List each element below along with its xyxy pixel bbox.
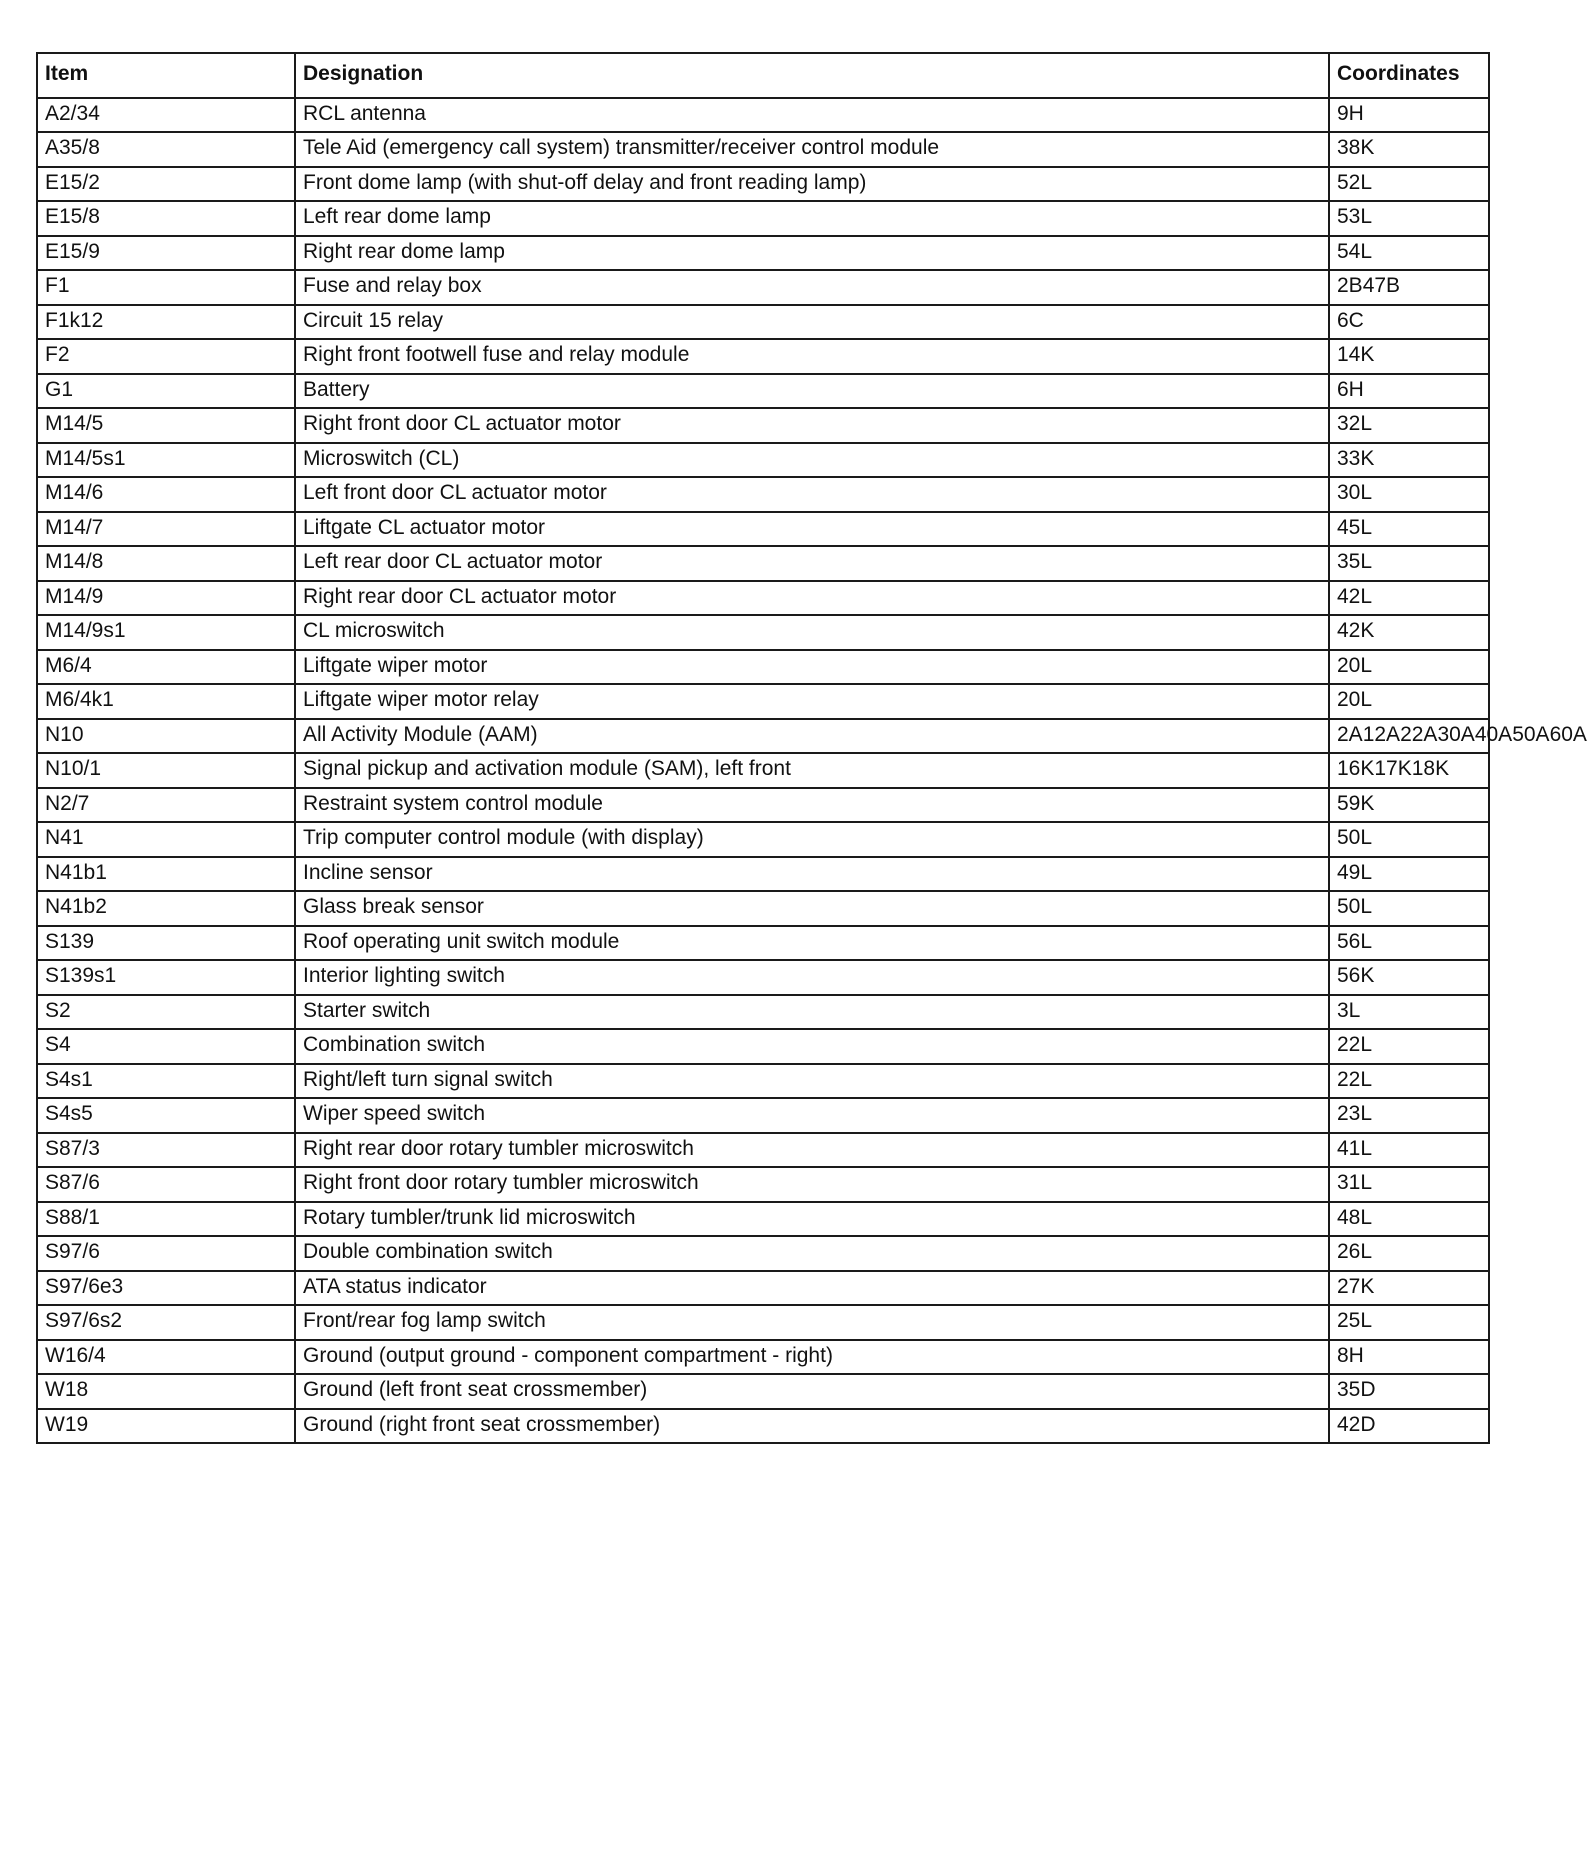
- coordinate-value: 23L: [1337, 1102, 1373, 1125]
- coordinate-value: 27K: [1337, 1274, 1375, 1298]
- table-row: [37, 236, 1489, 271]
- coordinates-cell: [1329, 1098, 1489, 1133]
- coordinates-cell: [1329, 719, 1587, 754]
- coordinate-value: 52L: [1337, 170, 1373, 194]
- table-row: [37, 132, 1489, 167]
- designation-cell: Roof operating unit switch module: [295, 926, 1329, 961]
- coordinate-value: 50L: [1337, 895, 1373, 918]
- coordinates-cell: [1329, 236, 1489, 271]
- coordinates-cell: [1329, 1374, 1489, 1409]
- item-cell: S2: [37, 995, 295, 1030]
- coordinate-value: 6C: [1337, 308, 1364, 332]
- table-row: [37, 1340, 1489, 1375]
- designation-cell: Combination switch: [295, 1029, 1329, 1064]
- table-row: [37, 753, 1489, 788]
- table-row: [37, 443, 1489, 478]
- item-cell: S139: [37, 926, 295, 961]
- coordinate-value: 48L: [1337, 1205, 1373, 1229]
- designation-cell: Restraint system control module: [295, 788, 1329, 823]
- item-cell: E15/2: [37, 167, 295, 202]
- coordinate-value: 60A: [1549, 722, 1587, 746]
- coordinate-value: 12A: [1362, 722, 1401, 746]
- coordinate-value: 26L: [1337, 1240, 1373, 1263]
- table-row: [37, 1064, 1489, 1099]
- table-row: [37, 1305, 1489, 1340]
- item-cell: F2: [37, 339, 295, 374]
- item-cell: M14/5s1: [37, 443, 295, 478]
- item-cell: M14/9s1: [37, 615, 295, 650]
- item-cell: W18: [37, 1374, 295, 1409]
- designation-cell: Right front door rotary tumbler microswitch: [295, 1167, 1329, 1202]
- coordinate-value: 56L: [1337, 929, 1373, 953]
- item-cell: N10: [37, 719, 295, 754]
- item-cell: M6/4: [37, 650, 295, 685]
- coordinates-cell: [1329, 477, 1489, 512]
- coordinates-cell: [1329, 443, 1489, 478]
- table-row: [37, 1236, 1489, 1271]
- table-row: [37, 581, 1489, 616]
- coordinates-cell: [1329, 167, 1489, 202]
- designation-cell: Tele Aid (emergency call system) transmitter/receiver control module: [295, 132, 1329, 167]
- coordinates-cell: [1329, 1167, 1489, 1202]
- designation-cell: Front dome lamp (with shut-off delay and front reading lamp): [295, 167, 1329, 202]
- table-row: [37, 1409, 1489, 1444]
- coordinate-value: 50A: [1512, 722, 1550, 746]
- item-cell: E15/8: [37, 201, 295, 236]
- coordinates-cell: [1329, 339, 1489, 374]
- coordinate-value: 20L: [1337, 688, 1373, 711]
- item-cell: N41b1: [37, 857, 295, 892]
- coordinates-cell: [1329, 98, 1489, 133]
- table-row: [37, 891, 1489, 926]
- designation-cell: Interior lighting switch: [295, 960, 1329, 995]
- coordinates-cell: [1329, 408, 1489, 443]
- designation-cell: Microswitch (CL): [295, 443, 1329, 478]
- table-row: [37, 960, 1489, 995]
- coordinates-cell: [1329, 857, 1489, 892]
- designation-cell: Signal pickup and activation module (SAM), left front: [295, 753, 1329, 788]
- designation-cell: Right/left turn signal switch: [295, 1064, 1329, 1099]
- designation-cell: RCL antenna: [295, 98, 1329, 133]
- coordinate-value: 47B: [1362, 274, 1401, 297]
- coordinates-cell: [1329, 960, 1489, 995]
- designation-cell: Liftgate wiper motor: [295, 650, 1329, 685]
- header-item: Item: [37, 53, 295, 98]
- table-row: [37, 926, 1489, 961]
- coordinate-value: 56K: [1337, 964, 1375, 987]
- coordinates-cell: [1329, 1236, 1489, 1271]
- header-designation: Designation: [295, 53, 1329, 98]
- coordinates-cell: [1329, 1029, 1489, 1064]
- coordinate-value: 33K: [1337, 446, 1375, 470]
- designation-cell: Ground (right front seat crossmember): [295, 1409, 1329, 1444]
- item-cell: M14/8: [37, 546, 295, 581]
- designation-cell: Glass break sensor: [295, 891, 1329, 926]
- coordinate-value: 2B: [1337, 274, 1363, 297]
- coordinate-value: 22A: [1400, 722, 1438, 746]
- item-cell: W19: [37, 1409, 295, 1444]
- table-row: [37, 1202, 1489, 1237]
- item-cell: F1k12: [37, 305, 295, 340]
- coordinates-cell: [1329, 615, 1489, 650]
- coordinate-value: 8H: [1337, 1343, 1364, 1367]
- table-row: [37, 1098, 1489, 1133]
- table-row: [37, 167, 1489, 202]
- coordinate-value: 59K: [1337, 791, 1375, 815]
- designation-cell: Incline sensor: [295, 857, 1329, 892]
- table-row: [37, 477, 1489, 512]
- coordinate-value: 30A: [1437, 722, 1475, 746]
- coordinate-value: 22L: [1337, 1067, 1373, 1091]
- designation-cell: Right rear door rotary tumbler microswitch: [295, 1133, 1329, 1168]
- coordinate-value: 41L: [1337, 1136, 1373, 1160]
- coordinate-value: 42D: [1337, 1412, 1376, 1436]
- component-table: [36, 52, 1587, 1444]
- coordinate-value: 38K: [1337, 136, 1375, 159]
- item-cell: S97/6s2: [37, 1305, 295, 1340]
- designation-cell: Right front footwell fuse and relay module: [295, 339, 1329, 374]
- coordinates-cell: [1329, 305, 1489, 340]
- item-cell: S97/6e3: [37, 1271, 295, 1306]
- coordinate-value: 9H: [1337, 101, 1364, 125]
- item-cell: S97/6: [37, 1236, 295, 1271]
- table-row: [37, 1029, 1489, 1064]
- item-cell: N2/7: [37, 788, 295, 823]
- designation-cell: Wiper speed switch: [295, 1098, 1329, 1133]
- coordinates-cell: [1329, 684, 1489, 719]
- item-cell: S87/3: [37, 1133, 295, 1168]
- coordinate-value: 22L: [1337, 1033, 1373, 1056]
- table-row: [37, 339, 1489, 374]
- coordinates-cell: [1329, 1340, 1489, 1375]
- coordinate-value: 14K: [1337, 343, 1375, 366]
- coordinates-cell: [1329, 1133, 1489, 1168]
- designation-cell: CL microswitch: [295, 615, 1329, 650]
- table-row: [37, 1374, 1489, 1409]
- coordinate-value: 2A: [1337, 722, 1363, 746]
- coordinates-cell: [1329, 270, 1489, 305]
- table-row: [37, 857, 1489, 892]
- item-cell: S87/6: [37, 1167, 295, 1202]
- item-cell: S139s1: [37, 960, 295, 995]
- item-cell: M14/6: [37, 477, 295, 512]
- table-row: [37, 1167, 1489, 1202]
- coordinates-cell: [1329, 891, 1489, 926]
- table-row: [37, 822, 1489, 857]
- coordinate-value: 54L: [1337, 239, 1373, 263]
- designation-cell: ATA status indicator: [295, 1271, 1329, 1306]
- designation-cell: Rotary tumbler/trunk lid microswitch: [295, 1202, 1329, 1237]
- coordinate-value: 35L: [1337, 550, 1373, 573]
- item-cell: N41: [37, 822, 295, 857]
- table-row: [37, 546, 1489, 581]
- table-row: [37, 408, 1489, 443]
- coordinate-value: 20L: [1337, 653, 1373, 677]
- coordinate-value: 30L: [1337, 481, 1373, 504]
- item-cell: N10/1: [37, 753, 295, 788]
- designation-cell: Liftgate CL actuator motor: [295, 512, 1329, 547]
- coordinate-value: 17K: [1374, 757, 1412, 780]
- table-row: [37, 270, 1489, 305]
- item-cell: M14/7: [37, 512, 295, 547]
- coordinates-cell: [1329, 546, 1489, 581]
- coordinates-cell: [1329, 822, 1489, 857]
- designation-cell: Right front door CL actuator motor: [295, 408, 1329, 443]
- table-row: [37, 615, 1489, 650]
- coordinates-cell: [1329, 788, 1489, 823]
- item-cell: S4s5: [37, 1098, 295, 1133]
- table-row: [37, 719, 1489, 754]
- header-coordinates: Coordinates: [1329, 53, 1489, 98]
- coordinates-cell: [1329, 995, 1489, 1030]
- table-row: [37, 995, 1489, 1030]
- coordinate-value: 50L: [1337, 826, 1373, 849]
- coordinates-cell: [1329, 1409, 1489, 1444]
- designation-cell: Right rear dome lamp: [295, 236, 1329, 271]
- item-cell: S4: [37, 1029, 295, 1064]
- designation-cell: Battery: [295, 374, 1329, 409]
- coordinate-value: 18K: [1411, 757, 1450, 780]
- coordinate-value: 49L: [1337, 860, 1373, 884]
- coordinates-cell: [1329, 650, 1489, 685]
- table-row: [37, 650, 1489, 685]
- item-cell: E15/9: [37, 236, 295, 271]
- coordinate-value: 42L: [1337, 584, 1373, 608]
- table-body: [37, 98, 1587, 1444]
- coordinates-cell: [1329, 753, 1489, 788]
- coordinate-value: 16K: [1337, 757, 1375, 780]
- header-row: [37, 53, 1489, 98]
- designation-cell: Left front door CL actuator motor: [295, 477, 1329, 512]
- coordinates-cell: [1329, 1064, 1489, 1099]
- coordinate-value: 6H: [1337, 377, 1364, 401]
- designation-cell: Ground (left front seat crossmember): [295, 1374, 1329, 1409]
- coordinate-value: 53L: [1337, 205, 1373, 228]
- item-cell: A35/8: [37, 132, 295, 167]
- coordinates-cell: [1329, 926, 1489, 961]
- table-row: [37, 684, 1489, 719]
- coordinates-cell: [1329, 132, 1489, 167]
- table-row: [37, 305, 1489, 340]
- item-cell: W16/4: [37, 1340, 295, 1375]
- coordinate-value: 35D: [1337, 1378, 1376, 1401]
- coordinate-value: 25L: [1337, 1309, 1373, 1332]
- table-row: [37, 788, 1489, 823]
- designation-cell: Starter switch: [295, 995, 1329, 1030]
- coordinate-value: 42K: [1337, 619, 1375, 642]
- item-cell: M14/5: [37, 408, 295, 443]
- coordinate-value: 3L: [1337, 998, 1361, 1022]
- coordinates-cell: [1329, 201, 1489, 236]
- designation-cell: Ground (output ground - component compartment - right): [295, 1340, 1329, 1375]
- table-row: [37, 201, 1489, 236]
- item-cell: M6/4k1: [37, 684, 295, 719]
- designation-cell: Left rear door CL actuator motor: [295, 546, 1329, 581]
- designation-cell: Left rear dome lamp: [295, 201, 1329, 236]
- table-row: [37, 98, 1489, 133]
- item-cell: M14/9: [37, 581, 295, 616]
- table-row: [37, 512, 1489, 547]
- coordinates-cell: [1329, 1305, 1489, 1340]
- designation-cell: Circuit 15 relay: [295, 305, 1329, 340]
- designation-cell: Right rear door CL actuator motor: [295, 581, 1329, 616]
- table-row: [37, 374, 1489, 409]
- table-row: [37, 1271, 1489, 1306]
- item-cell: A2/34: [37, 98, 295, 133]
- coordinate-value: 32L: [1337, 412, 1373, 435]
- designation-cell: Double combination switch: [295, 1236, 1329, 1271]
- designation-cell: Trip computer control module (with display): [295, 822, 1329, 857]
- coordinates-cell: [1329, 581, 1489, 616]
- item-cell: S88/1: [37, 1202, 295, 1237]
- coordinates-cell: [1329, 512, 1489, 547]
- designation-cell: Fuse and relay box: [295, 270, 1329, 305]
- coordinate-value: 45L: [1337, 515, 1373, 539]
- coordinate-value: 40A: [1474, 722, 1513, 746]
- table-row: [37, 1133, 1489, 1168]
- designation-cell: All Activity Module (AAM): [295, 719, 1329, 754]
- item-cell: F1: [37, 270, 295, 305]
- item-cell: N41b2: [37, 891, 295, 926]
- coordinates-cell: [1329, 374, 1489, 409]
- coordinates-cell: [1329, 1202, 1489, 1237]
- designation-cell: Liftgate wiper motor relay: [295, 684, 1329, 719]
- coordinates-cell: [1329, 1271, 1489, 1306]
- item-cell: G1: [37, 374, 295, 409]
- item-cell: S4s1: [37, 1064, 295, 1099]
- coordinate-value: 31L: [1337, 1171, 1373, 1194]
- designation-cell: Front/rear fog lamp switch: [295, 1305, 1329, 1340]
